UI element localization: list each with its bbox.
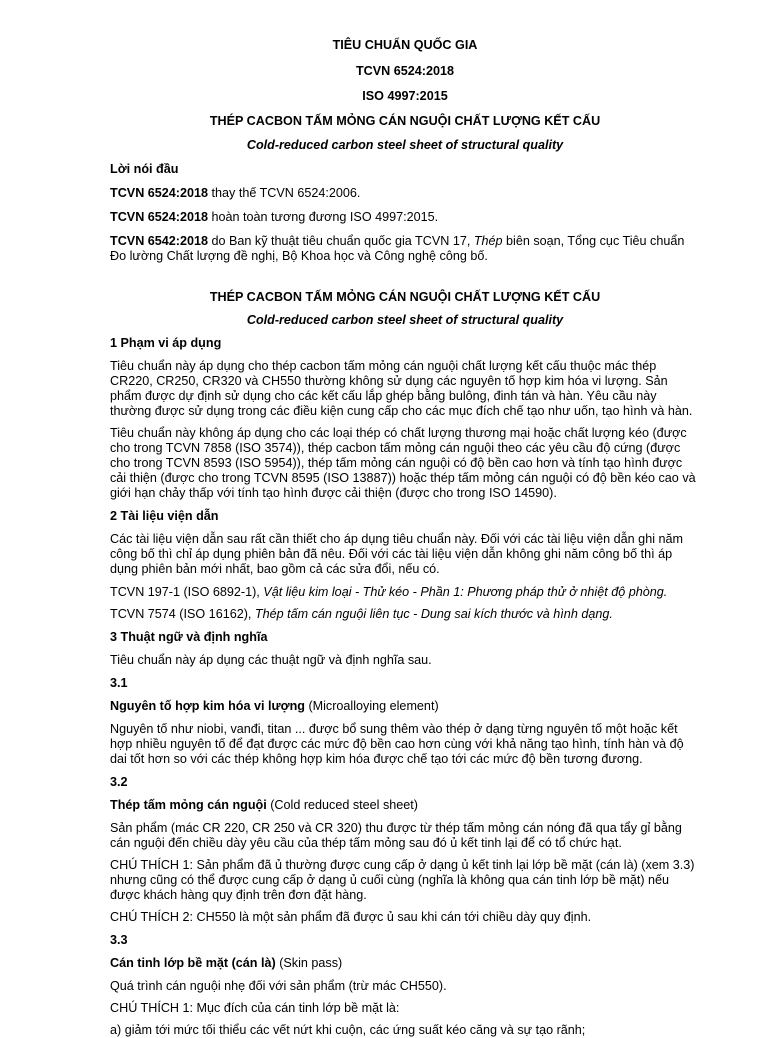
section-heading: 3 Thuật ngữ và định nghĩa [110,630,268,644]
standard-code: TCVN 6524:2018 [110,210,209,224]
body-title-vietnamese: THÉP CACBON TẤM MỎNG CÁN NGUỘI CHẤT LƯỢNG KẾT CẤU [209,290,601,304]
foreword-text: thay thế TCVN 6524:2006. [208,186,361,200]
committee-name: Thép [473,234,503,248]
foreword-text: do Ban kỹ thuật tiêu chuẩn quốc gia TCVN 17, [208,234,474,248]
title-vietnamese: THÉP CACBON TẤM MỎNG CÁN NGUỘI CHẤT LƯỢNG KẾT CẤU [209,114,601,128]
standard-number: TCVN 6524:2018 [355,64,454,78]
term-name: Nguyên tố hợp kim hóa vi lượng [110,699,305,713]
term-definition: Nguyên tố như niobi, vanđi, titan ... được bổ sung thêm vào thép ở dạng từng nguyên tố một hoặc kết hợp nhiều nguyên tố để đạt được các mức độ bền cao hơn cùng với khả năng tạo hình, tính hàn và độ dai tốt hơn so với các thép không hợp kim hóa được chế tạo tới các mức độ bền tương đương. [110,722,684,766]
term-number: 3.1 [110,676,128,690]
list-item: a) giảm tới mức tối thiểu các vết nứt khi cuộn, các ứng suất kéo căng và sự tạo rãnh; [110,1023,586,1037]
term-heading [110,798,700,813]
standard-code: TCVN 6542:2018 [110,234,209,248]
reference-item [110,585,700,600]
term-english: (Skin pass) [275,956,343,970]
reference-item [110,607,700,622]
term-heading [110,699,700,714]
term-heading [110,956,700,971]
section-paragraph: Tiêu chuẩn này áp dụng các thuật ngữ và định nghĩa sau. [110,653,432,667]
section-heading: 1 Phạm vi áp dụng [110,336,222,350]
term-number: 3.3 [110,933,128,947]
term-name: Cán tinh lớp bề mặt (cán là) [110,956,276,970]
title-english: Cold-reduced carbon steel sheet of structural quality [246,138,564,152]
term-definition: Quá trình cán nguội nhẹ đối với sản phẩm (trừ mác CH550). [110,979,447,993]
foreword-paragraph [110,186,700,201]
standard-type: TIÊU CHUẨN QUỐC GIA [332,38,478,52]
reference-code: TCVN 197-1 (ISO 6892-1), [110,585,264,599]
term-number: 3.2 [110,775,128,789]
reference-title: Thép tấm cán nguội liên tục - Dung sai kích thước và hình dạng. [254,607,613,621]
term-english: (Cold reduced steel sheet) [266,798,418,812]
document-content [110,38,700,1038]
term-note: CHÚ THÍCH 1: Sản phẩm đã ủ thường được cung cấp ở dạng ủ kết tinh lại lớp bề mặt (cán là) (xem 3.3) nhưng cũng có thể được cung cấp ở dạng ủ cuối cùng (nghĩa là không qua cán tinh lớp bề mặt) nếu được khách hàng quy định trên đơn đặt hàng. [110,858,695,902]
term-definition: Sản phẩm (mác CR 220, CR 250 và CR 320) thu được từ thép tấm mỏng cán nóng đã qua tẩy gỉ bằng cán nguội đến chiều dày yêu cầu của thép tấm mỏng sau đó ủ kết tinh lại để có tổ chức hạt. [110,821,682,850]
term-note: CHÚ THÍCH 2: CH550 là một sản phẩm đã được ủ sau khi cán tới chiều dày quy định. [110,910,592,924]
term-note: CHÚ THÍCH 1: Mục đích của cán tinh lớp bề mặt là: [110,1001,400,1015]
foreword-heading: Lời nói đầu [110,162,179,176]
standard-code: TCVN 6524:2018 [110,186,209,200]
foreword-paragraph [110,210,700,225]
foreword-text: hoàn toàn tương đương ISO 4997:2015. [208,210,439,224]
term-english: (Microalloying element) [304,699,439,713]
body-title-english: Cold-reduced carbon steel sheet of structural quality [246,313,564,327]
section-heading: 2 Tài liệu viện dẫn [110,509,219,523]
foreword-paragraph [110,234,700,264]
foreword-text: biên soạn, Tổng cục Tiêu chuẩn Đo lường Chất lượng đề nghị, Bộ Khoa học và Công nghệ công bố. [110,234,685,263]
section-paragraph: Tiêu chuẩn này áp dụng cho thép cacbon tấm mỏng cán nguội chất lượng kết cấu thuộc mác thép CR220, CR250, CR320 và CH550 thường không sử dụng các nguyên tố hợp kim hóa vi lượng. Sản phẩm được dự định sử dụng cho các kết cấu lắp ghép bằng bulông, đinh tán và hàn. Yêu cầu này thường được sử dụng trong các điều kiện cung cấp cho các mục đích chế tạo như uốn, tạo hình và hàn. [110,359,693,418]
reference-title: Vật liệu kim loại - Thử kéo - Phần 1: Phương pháp thử ở nhiệt độ phòng. [263,585,668,599]
reference-code: TCVN 7574 (ISO 16162), [110,607,255,621]
iso-number: ISO 4997:2015 [362,89,448,103]
term-name: Thép tấm mỏng cán nguội [110,798,267,812]
section-paragraph: Các tài liệu viện dẫn sau rất cần thiết cho áp dụng tiêu chuẩn này. Đối với các tài liệu viện dẫn ghi năm công bố thì chỉ áp dụng phiên bản đã nêu. Đối với các tài liệu viện dẫn không ghi năm công bố thì áp dụng phiên bản mới nhất, bao gồm cả các sửa đổi, nếu có. [110,532,683,576]
section-paragraph: Tiêu chuẩn này không áp dụng cho các loại thép có chất lượng thương mại hoặc chất lượng kéo (được cho trong TCVN 7858 (ISO 3574)), thép cacbon tấm mỏng cán nguội theo các yêu cầu độ cứng (được cho trong TCVN 8593 (ISO 5954)), thép tấm mỏng cán nguội có độ bền cao hơn và tính tạo hình được cải thiện (được cho trong TCVN 8595 (ISO 13887)) hoặc thép tấm mỏng cán nguội có độ bền kéo cao và giới hạn chảy thấp với tính tạo hình được cải thiện (được cho trong ISO 14590). [110,426,696,500]
